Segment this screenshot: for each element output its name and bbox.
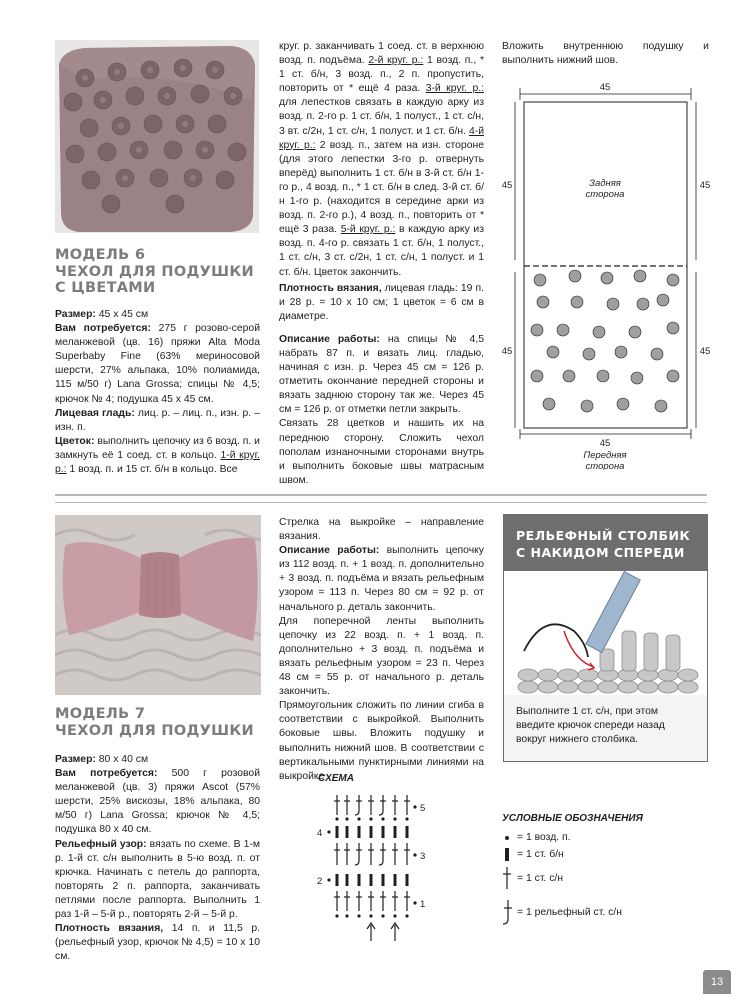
row-label-1: 1	[420, 899, 426, 910]
bow-pillow-photo	[55, 515, 261, 695]
legend-relief-dc: = 1 рельефный ст. с/н	[517, 907, 622, 918]
model6-size: Размер: 45 х 45 см	[55, 309, 149, 320]
model7-number: МОДЕЛЬ 7	[55, 706, 146, 722]
relief-box-text: Выполните 1 ст. с/н, при этом введите крючок спереди назад вокруг нижнего столбика.	[516, 706, 665, 745]
dim-top: 45	[599, 82, 611, 93]
legend-sc: = 1 ст. б/н	[517, 849, 564, 860]
legend-dc: = 1 ст. с/н	[517, 873, 564, 884]
model7-description: Описание работы: выполнить цепочку из 112 возд. п. + 1 возд. п. дополнительно + 3 возд. п. подъёма и вязать рельефным узором = 113 п. Через 80 см = 92 р. от начального р. деталь закончить.	[279, 545, 484, 613]
row-label-2: 2	[317, 876, 323, 887]
section-divider	[55, 494, 707, 503]
model6-heading	[55, 247, 265, 297]
model6-rounds: круг. р. заканчивать 1 соед. ст. в верхнюю возд. п. подъёма. 2-й круг. р.: 1 возд. п., * 1 ст. б/н, 3 возд. п., 2 п. пропустить, повторить от * ещё 4 раза. 3-й круг. р.: для лепестков связать в каждую арку из возд. п. 2-го р. 1 ст. б/н, 1 полуст., 1 ст. с/н, 3 вт. с/2н, 1 ст. с/н, 1 полуст. и 1 ст. б/н. 4-й круг. р.: 2 возд. п., затем на изн. стороне (для этого лепестки 3-го р. отвернуть вперёд) выполнить 1 ст. б/н в 3-й ст. б/н 1-го р., 4 возд. п., * 1 ст. б/н в след. 3-й ст. б/н 1-го р. (находится в середине арки из возд. п. 2-го р.), 4 возд. п., повторить от * ещё 3 раза. 5-й круг. р.: в каждую арку из возд. п. 4-го р. связать 1 ст. б/н, 1 полуст., 1 ст. с/н, 3 ст. с/2н, 1 ст. с/н, 1 полуст. и 1 ст. б/н. Цветок закончить.	[279, 41, 485, 278]
model7-density: Плотность вязания, 14 п. и 11,5 р. (рельефный узор, крючок № 4,5) = 10 х 10 см.	[55, 923, 260, 963]
model7-title-line1: ЧЕХОЛ ДЛЯ ПОДУШКИ	[55, 722, 254, 739]
back-side-label-1: Задняя	[589, 178, 621, 189]
model7-heading	[55, 706, 265, 739]
model7-relief-pattern: Рельефный узор: вязать по схеме. В 1-м р. 1-й ст. с/н выполнить в 5-ю возд. п. от крючка. Начинать с петель до раппорта, повторять 2 п. раппорта, заканчивать петлями после раппорта. Выполнить 1 раз 1-й – 5-й р., повторять 2-й – 5-й р.	[55, 838, 260, 921]
relief-dc-symbol-icon	[503, 900, 512, 924]
model6-materials: Вам потребуется: 275 г розово-серой меланжевой (цв. 16) пряжи Alta Moda Superbaby Fine (63% мериносовой шерсти, 27% альпака, 10% полиамида, 115 м/50 г) Lana Grossa; спицы № 4,5; крючок № 4; подушка 45 х 45 см.	[55, 323, 260, 405]
model6-density: Плотность вязания, лицевая гладь: 19 п. и 28 р. = 10 х 10 см; 1 цветок = 6 см в диаметре.	[279, 282, 484, 322]
model6-number: МОДЕЛЬ 6	[55, 247, 146, 263]
dim-right-top: 45	[699, 180, 711, 191]
model7-column2	[279, 516, 484, 784]
row-label-4: 4	[317, 828, 323, 839]
model6-column1	[55, 308, 260, 477]
model7-band: Для поперечной ленты выполнить цепочку из 22 возд. п. + 1 возд. п. дополнительно + 3 возд. п. подъёма и вязать рельефным узором = 23 п. Через 48 см = 55 р. от начального р. деталь закончить.	[279, 615, 484, 698]
dim-left-bottom: 45	[501, 346, 513, 357]
crochet-schema	[315, 785, 435, 945]
dim-right-bottom: 45	[699, 346, 711, 357]
dim-left-top: 45	[501, 180, 513, 191]
model7-materials: Вам потребуется: 500 г розовой меланжевой (цв. 3) пряжи Ascot (57% шерсти, 25% вискозы, 18% альпака, 80 м/50 г) Lana Grossa; крючок № 4,5; подушка 80 х 40 см.	[55, 768, 261, 836]
model6-description-2: Связать 28 цветков и нашить их на переднюю сторону. Сложить чехол пополам изнаночными сторонами внутрь и выполнить боковые швы матрасным швом.	[279, 418, 484, 486]
front-side-label-2: сторона	[585, 461, 625, 470]
schema-title: СХЕМА	[318, 773, 354, 784]
relief-box-header	[504, 515, 707, 571]
model6-flower: Цветок: выполнить цепочку из 6 возд. п. и замкнуть её 1 соед. ст. в кольцо. 1-й круг. р.: 1 возд. п. и 15 ст. б/н в кольцо. Все	[55, 435, 260, 476]
page-number: 13	[703, 970, 731, 994]
model6-title-line1: ЧЕХОЛ ДЛЯ ПОДУШКИ	[55, 263, 254, 280]
flower-marks	[531, 270, 679, 412]
model6-column3	[502, 40, 709, 68]
legend-title: УСЛОВНЫЕ ОБОЗНАЧЕНИЯ	[502, 813, 643, 824]
back-side-label-2: сторона	[585, 189, 625, 200]
legend-chain: = 1 возд. п.	[517, 832, 571, 843]
model6-description: Описание работы: на спицы № 4,5 набрать 87 п. и вязать лиц. гладью, начиная с изн. р. Через 45 см = 126 р. отметить окончание передней стороны и вязать заднюю сторону так же. Через 45 см = 126 р. от отметки петли закрыть.	[279, 333, 484, 416]
relief-stitch-box	[503, 514, 708, 762]
model6-title-line2: С ЦВЕТАМИ	[55, 280, 156, 296]
row-label-3: 3	[420, 851, 426, 862]
relief-stitch-illustration	[504, 571, 707, 695]
flower-pillow-photo	[55, 40, 259, 233]
model7-assembly: Прямоугольник сложить по линии сгиба в соответствии с выкройкой. Выполнить боковые швы. Вложить подушку и выполнить нижний шов. В соответствии с вертикальными пунктирными линиями на выкройке	[279, 700, 484, 782]
sc-symbol-icon	[505, 848, 509, 861]
relief-box-title-2: С НАКИДОМ СПЕРЕДИ	[516, 545, 685, 560]
relief-box-title-1: РЕЛЬЕФНЫЙ СТОЛБИК	[516, 528, 691, 543]
pillow-schematic	[495, 80, 725, 470]
model6-finish: Вложить внутреннюю подушку и выполнить нижний шов.	[502, 41, 709, 67]
model6-column2	[279, 40, 484, 488]
model6-stockinette: Лицевая гладь: лиц. р. – лиц. п., изн. р. – изн. п.	[55, 407, 260, 433]
model7-arrow-note: Стрелка на выкройке – направление вязания.	[279, 517, 484, 543]
row-label-5: 5	[420, 803, 426, 814]
model7-column1	[55, 753, 260, 964]
chain-symbol-icon	[505, 836, 509, 840]
model7-size: Размер: 80 х 40 см	[55, 754, 149, 765]
dc-symbol-icon	[503, 867, 511, 889]
front-side-label-1: Передняя	[583, 450, 627, 461]
dim-bottom: 45	[599, 438, 611, 449]
